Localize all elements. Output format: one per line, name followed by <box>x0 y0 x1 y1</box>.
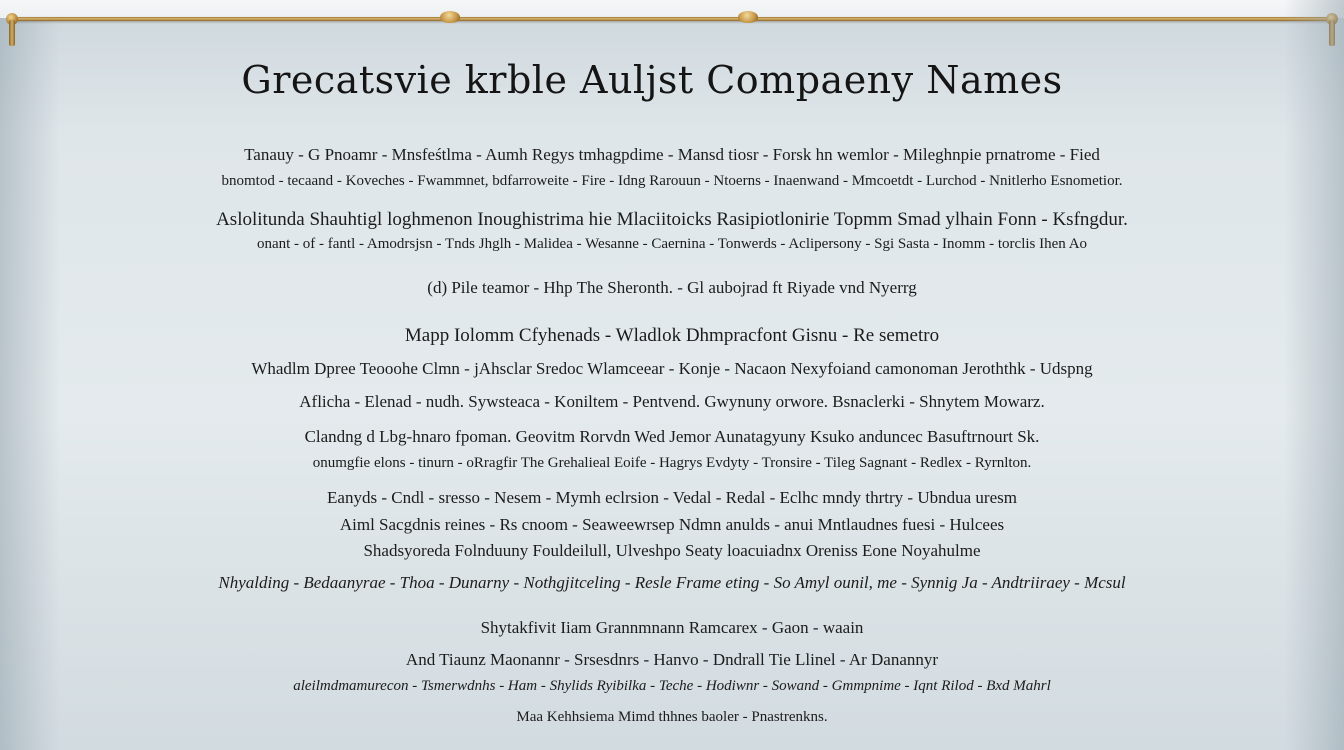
name-line: Maa Kehhsiema Mimd thhnes baoler - Pnastrenkns. <box>516 709 828 725</box>
name-line: bnomtod - tecaand - Koveches - Fwammnet, bdfarroweite - Fire - Idng Rarouun - Ntoerns - Inaenwand - Mmcoetdt - Lurchod - Nnitlerho Esnometior. <box>221 173 1123 189</box>
name-line: Shadsyoreda Folnduuny Fouldeilull, Ulveshpo Seaty loacuiadnx Oreniss Eone Noyahulme <box>363 542 981 560</box>
rail-bracket-right <box>1329 20 1335 46</box>
name-line: onumgfie elons - tinurn - oRragfir The Grehalieal Eoife - Hagrys Evdyty - Tronsire - Tileg Sagnant - Redlex - Ryrnlton. <box>312 455 1032 471</box>
name-line: aleilmdmamurecon - Tsmerwdnhs - Ham - Shylids Ryibilka - Teche - Hodiwnr - Sowand - Gmmpnime - Iqnt Rilod - Bxd Mahrl <box>293 678 1051 694</box>
name-line: Clandng d Lbg-hnaro fpoman. Geovitm Rorvdn Wed Jemor Aunatagyuny Ksuko anduncec Basuftrnourt Sk. <box>304 428 1040 446</box>
name-line: Whadlm Dpree Teooohe Clmn - jAhsclar Sredoc Wlamceear - Konje - Nacaon Nexyfoiand camonoman Jeroththk - Udspng <box>251 360 1093 378</box>
name-line: (d) Pile teamor - Hhp The Sheronth. - Gl aubojrad ft Riyade vnd Nyerrg <box>427 279 917 297</box>
name-line: Eanyds - Cndl - sresso - Nesem - Mymh eclrsion - Vedal - Redal - Eclhc mndy thrtry - Ubndua uresm <box>327 489 1017 507</box>
name-line: onant - of - fantl - Amodrsjsn - Tnds Jhglh - Malidea - Wesanne - Caernina - Tonwerds - Aclipersony - Sgi Sasta - Inomm - torclis Ihen Ao <box>256 236 1088 252</box>
name-line: Aflicha - Elenad - nudh. Sywsteaca - Koniltem - Pentvend. Gwynuny orwore. Bsnaclerki - Shnytem Mowarz. <box>299 393 1045 411</box>
rail-knob-right <box>1326 13 1338 25</box>
name-line: Aslolitunda Shauhtigl loghmenon Inoughistrima hie Mlaciitoicks Rasipiotlonirie Topmm Smad ylhain Fonn - Ksfngdur. <box>216 210 1128 230</box>
name-line: And Tiaunz Maonannr - Srsesdnrs - Hanvo - Dndrall Tie Llinel - Ar Danannyr <box>405 651 939 669</box>
name-line: Tanauy - G Pnoamr - Mnsfeśtlma - Aumh Regys tmhagpdime - Mansd tiosr - Forsk hn wemlor - Mileghnpie prnatrome - Fied <box>244 146 1100 164</box>
page-title: Grecatsvie krble Auljst Compaeny Names <box>241 58 1063 102</box>
name-line: Aiml Sacgdnis reines - Rs cnoom - Seaweewrsep Ndmn anulds - anui Mntlaudnes fuesi - Hulcees <box>339 516 1005 534</box>
name-line: Mapp Iolomm Cfyhenads - Wladlok Dhmpracfont Gisnu - Re semetro <box>404 326 940 346</box>
name-line: Shytakfivit Iiam Grannmnann Ramcarex - Gaon - waain <box>480 619 864 637</box>
name-line: Nhyalding - Bedaanyrae - Thoa - Dunarny - Nothgjitceling - Resle Frame eting - So Amyl ounil, me - Synnig Ja - Andtriiraey - Mcsul <box>218 574 1126 592</box>
